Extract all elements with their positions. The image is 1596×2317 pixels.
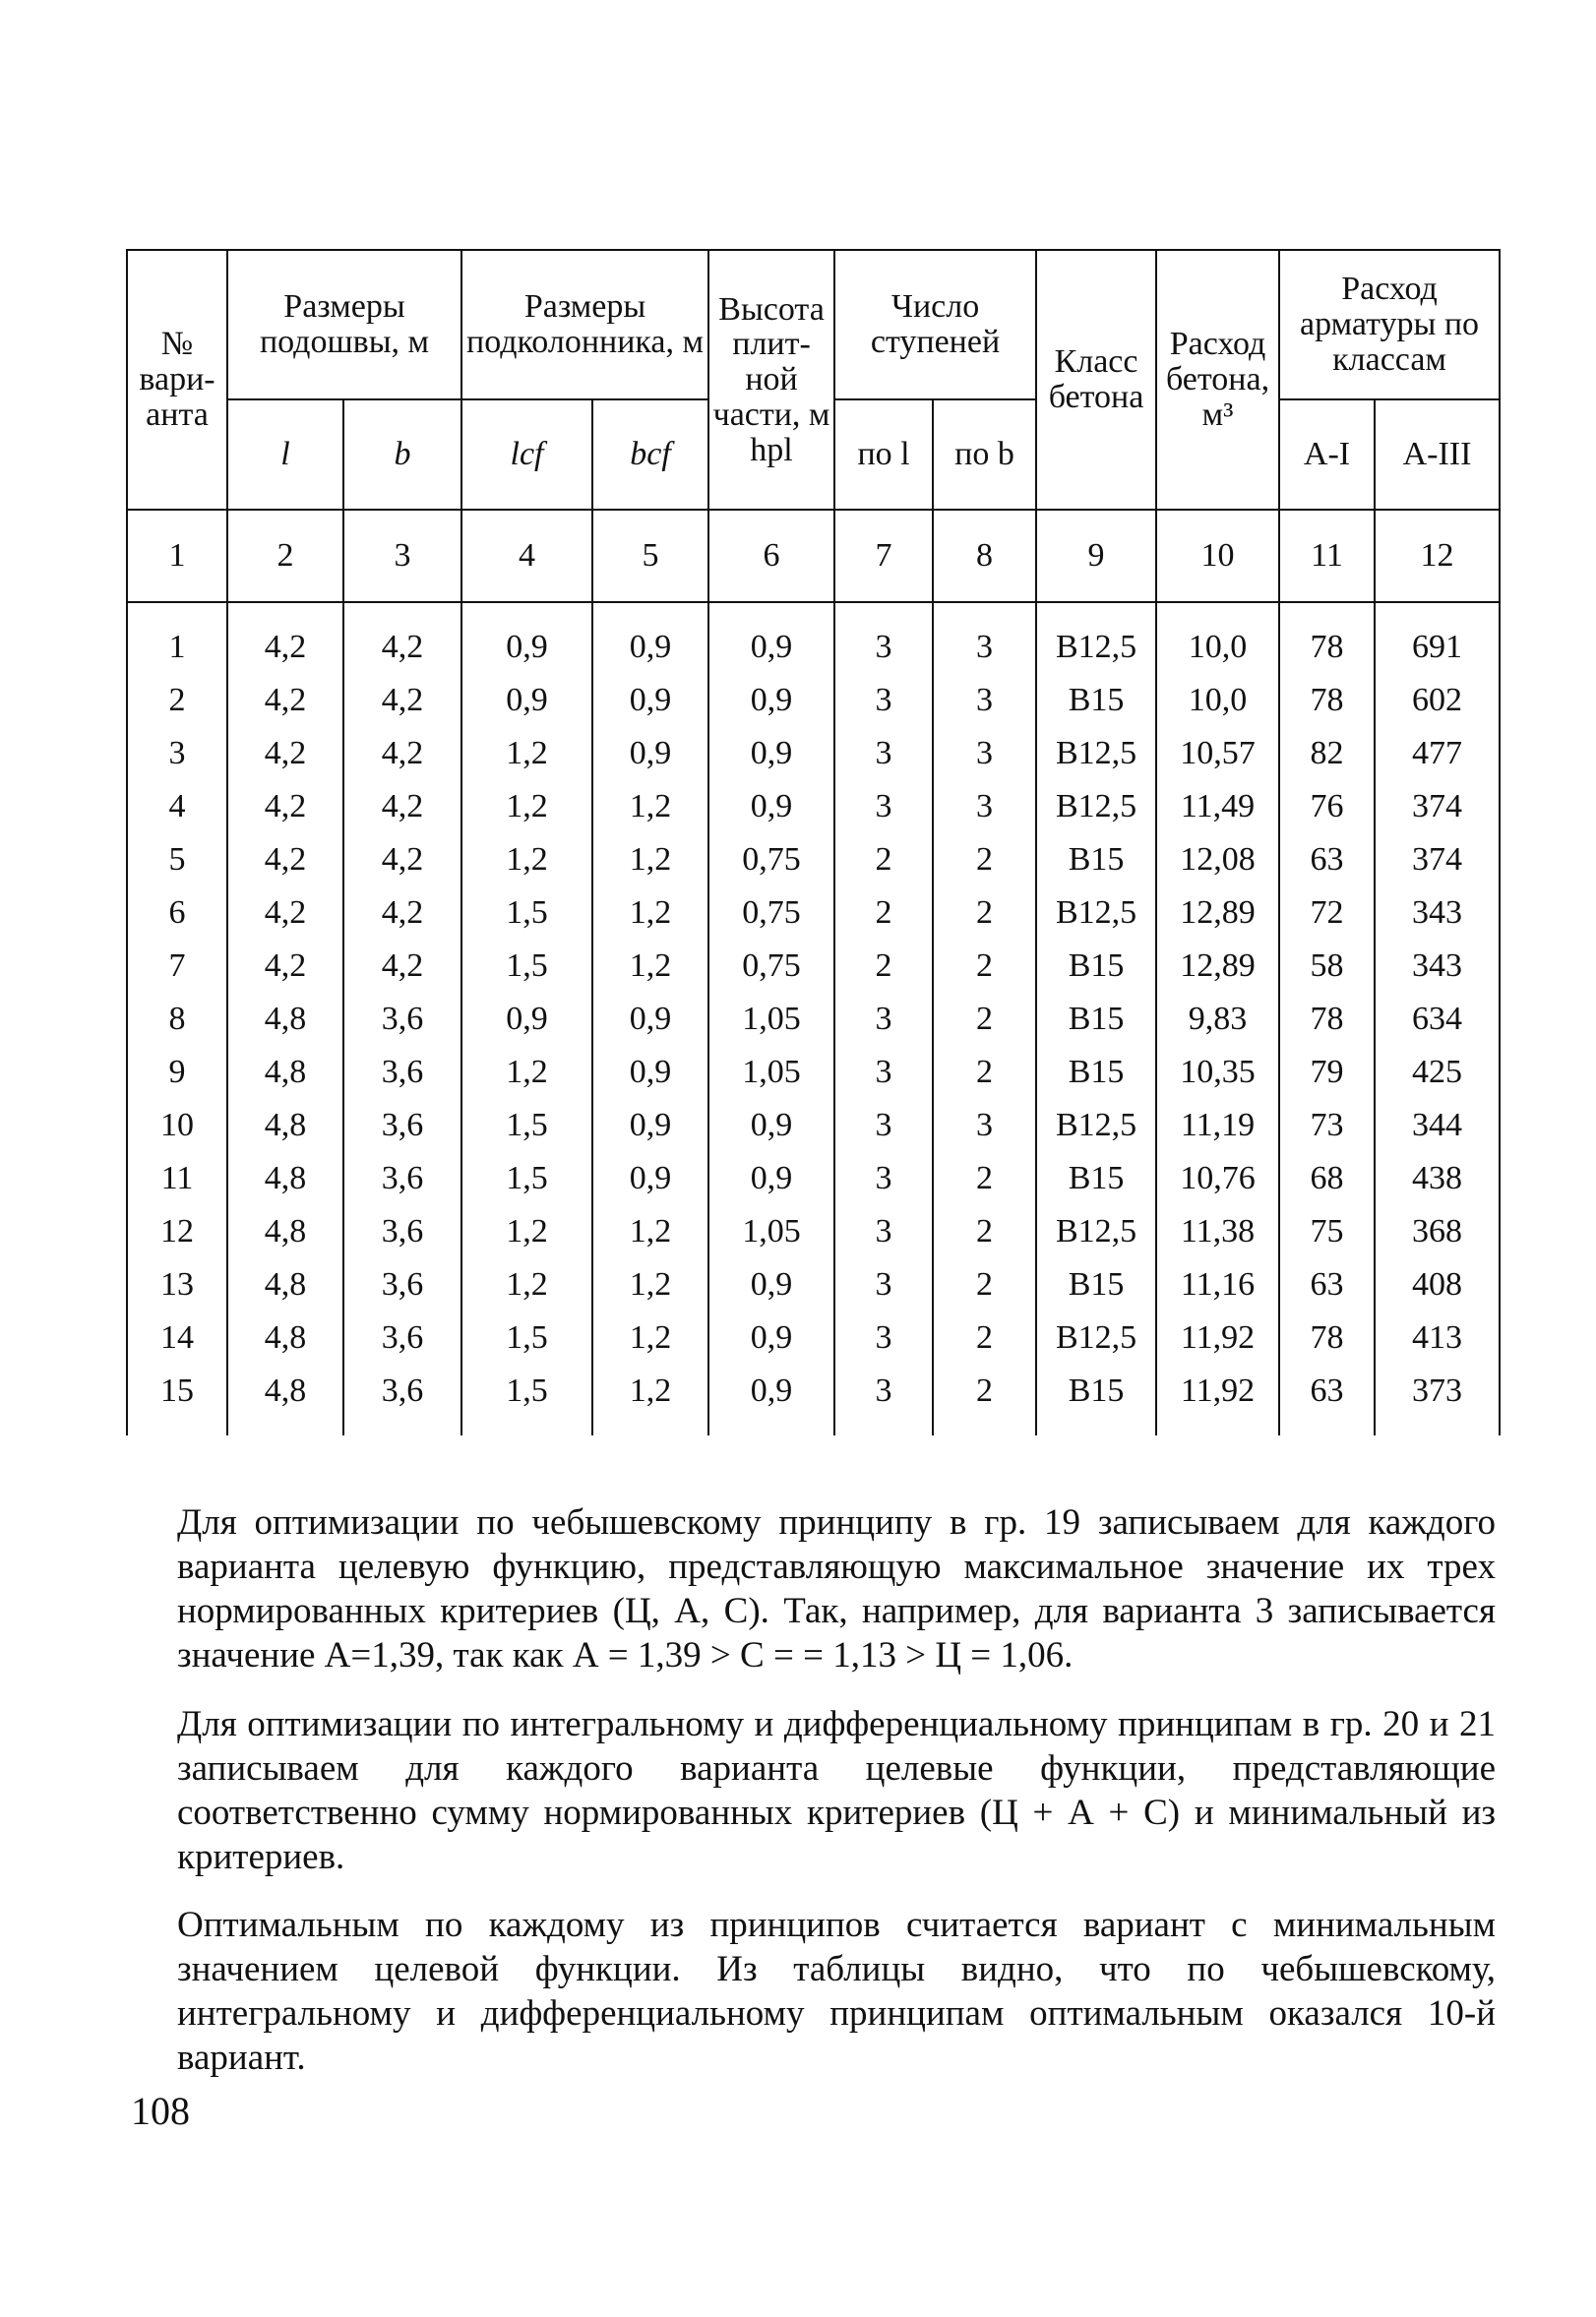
table-cell: 0,9	[592, 1099, 708, 1152]
table-cell: 4,2	[343, 674, 461, 727]
table-cell: 4,8	[227, 1258, 343, 1311]
header-pedestal-l: lcf	[461, 399, 592, 510]
table-cell: 78	[1279, 602, 1375, 674]
table-cell: 1,2	[592, 1205, 708, 1258]
table-cell: 0,9	[461, 674, 592, 727]
table-cell: 2	[834, 886, 933, 940]
table-cell: 634	[1375, 993, 1500, 1046]
table-cell: 1,5	[461, 940, 592, 993]
table-cell: 1,2	[592, 940, 708, 993]
table-cell: 3	[127, 727, 227, 780]
table-cell: 0,75	[708, 940, 834, 993]
table-cell: 4,2	[227, 727, 343, 780]
table-cell: 78	[1279, 674, 1375, 727]
table-cell: 1,05	[708, 993, 834, 1046]
table-cell: 4,8	[227, 1205, 343, 1258]
table-row	[127, 602, 1500, 674]
table-cell: 438	[1375, 1152, 1500, 1205]
table-cell: 0,9	[592, 1046, 708, 1099]
header-steps-b: по b	[933, 399, 1036, 510]
table-cell: 2	[933, 1365, 1036, 1435]
table-cell: 1,2	[592, 886, 708, 940]
table-cell: В12,5	[1036, 1311, 1156, 1365]
table-cell: 3	[834, 1258, 933, 1311]
table-cell: 1,5	[461, 1099, 592, 1152]
table-cell: 1,2	[461, 727, 592, 780]
table-cell: 8	[127, 993, 227, 1046]
table-cell: 344	[1375, 1099, 1500, 1152]
table-cell: 14	[127, 1311, 227, 1365]
table-cell: 2	[834, 833, 933, 886]
table-cell: В12,5	[1036, 602, 1156, 674]
table-cell: 3	[933, 674, 1036, 727]
table-cell: 0,9	[708, 674, 834, 727]
table-cell: В15	[1036, 940, 1156, 993]
table-cell: 73	[1279, 1099, 1375, 1152]
table-cell: 5	[127, 833, 227, 886]
column-number: 4	[461, 510, 592, 602]
column-number: 6	[708, 510, 834, 602]
table-cell: 2	[933, 1258, 1036, 1311]
table-row	[127, 940, 1500, 993]
table-cell: 374	[1375, 833, 1500, 886]
table-cell: 4,2	[343, 940, 461, 993]
column-number: 9	[1036, 510, 1156, 602]
table-cell: 1,2	[592, 1258, 708, 1311]
table-cell: 63	[1279, 1258, 1375, 1311]
table-cell: 4,2	[227, 602, 343, 674]
table-cell: 3	[933, 602, 1036, 674]
table-cell: 68	[1279, 1152, 1375, 1205]
table-cell: 10,0	[1156, 674, 1279, 727]
table-row	[127, 886, 1500, 940]
table-cell: 373	[1375, 1365, 1500, 1435]
table-cell: 4,2	[227, 674, 343, 727]
table-cell: 13	[127, 1258, 227, 1311]
header-steps-l: по l	[834, 399, 933, 510]
table-cell: 1,2	[592, 780, 708, 833]
table-cell: 3,6	[343, 1365, 461, 1435]
table-row	[127, 1152, 1500, 1205]
table-cell: 78	[1279, 993, 1375, 1046]
table-cell: 3	[834, 780, 933, 833]
table-row	[127, 1046, 1500, 1099]
table-cell: 11,92	[1156, 1311, 1279, 1365]
table-cell: 1,2	[461, 1205, 592, 1258]
header-steps: Число ступеней	[834, 250, 1036, 399]
table-cell: 0,9	[708, 602, 834, 674]
table-cell: 4,2	[227, 780, 343, 833]
table-cell: В15	[1036, 1258, 1156, 1311]
table-cell: 4	[127, 780, 227, 833]
header-concrete-class: Класс бетона	[1036, 250, 1156, 510]
table-cell: 3	[834, 1311, 933, 1365]
table-cell: 1,2	[461, 780, 592, 833]
table-cell: В12,5	[1036, 727, 1156, 780]
table-cell: 4,2	[227, 833, 343, 886]
table-cell: 3,6	[343, 993, 461, 1046]
table-cell: 2	[127, 674, 227, 727]
header-pedestal-b: bcf	[592, 399, 708, 510]
table-cell: 374	[1375, 780, 1500, 833]
table-cell: 477	[1375, 727, 1500, 780]
table-cell: 4,8	[227, 1311, 343, 1365]
table-cell: 10,0	[1156, 602, 1279, 674]
body-text	[177, 1500, 1496, 2104]
table-cell: 368	[1375, 1205, 1500, 1258]
table-cell: 1,2	[592, 1365, 708, 1435]
table-cell: 6	[127, 886, 227, 940]
table-cell: 1,05	[708, 1205, 834, 1258]
table-cell: 1,2	[461, 1258, 592, 1311]
table-cell: 1,5	[461, 1311, 592, 1365]
table-cell: 0,75	[708, 833, 834, 886]
table-cell: В15	[1036, 833, 1156, 886]
table-cell: 9,83	[1156, 993, 1279, 1046]
header-concrete-use: Расход бетона, м³	[1156, 250, 1279, 510]
table-cell: 11	[127, 1152, 227, 1205]
header-sole: Размеры подошвы, м	[227, 250, 461, 399]
table-cell: В12,5	[1036, 886, 1156, 940]
table-cell: 1,5	[461, 1152, 592, 1205]
table-cell: 3	[834, 674, 933, 727]
table-cell: 3	[834, 602, 933, 674]
table-cell: 10	[127, 1099, 227, 1152]
table-cell: 78	[1279, 1311, 1375, 1365]
table-cell: 63	[1279, 833, 1375, 886]
table-cell: 76	[1279, 780, 1375, 833]
column-number: 3	[343, 510, 461, 602]
table-cell: 0,9	[592, 727, 708, 780]
table-cell: 82	[1279, 727, 1375, 780]
table-row	[127, 1258, 1500, 1311]
table-cell: 0,9	[708, 1311, 834, 1365]
table-cell: 0,9	[708, 1365, 834, 1435]
column-number: 2	[227, 510, 343, 602]
table-cell: В12,5	[1036, 1205, 1156, 1258]
table-cell: 0,9	[592, 1152, 708, 1205]
table-cell: 343	[1375, 886, 1500, 940]
table-cell: 11,92	[1156, 1365, 1279, 1435]
table-cell: 0,9	[708, 1099, 834, 1152]
table-cell: 11,38	[1156, 1205, 1279, 1258]
table-cell: 3,6	[343, 1099, 461, 1152]
table-cell: 4,2	[343, 780, 461, 833]
table-cell: 3	[834, 993, 933, 1046]
page-number: 108	[131, 2089, 190, 2133]
table-cell: 425	[1375, 1046, 1500, 1099]
table-body	[127, 602, 1500, 1435]
variants-table	[126, 249, 1501, 1435]
table-cell: 1,5	[461, 1365, 592, 1435]
table-cell: 4,8	[227, 993, 343, 1046]
table-cell: В15	[1036, 674, 1156, 727]
table-row	[127, 1365, 1500, 1435]
table-row	[127, 674, 1500, 727]
table-cell: 1,05	[708, 1046, 834, 1099]
column-number: 12	[1375, 510, 1500, 602]
table-cell: 2	[933, 1205, 1036, 1258]
table-cell: 4,8	[227, 1046, 343, 1099]
column-number: 7	[834, 510, 933, 602]
table-cell: 2	[933, 993, 1036, 1046]
table-cell: 2	[933, 940, 1036, 993]
table-cell: 12	[127, 1205, 227, 1258]
table-cell: 2	[933, 1152, 1036, 1205]
table-cell: 1,2	[592, 833, 708, 886]
column-number: 5	[592, 510, 708, 602]
table-row	[127, 1099, 1500, 1152]
table-row	[127, 833, 1500, 886]
column-number: 11	[1279, 510, 1375, 602]
table-cell: 408	[1375, 1258, 1500, 1311]
header-rebar-a1: А-I	[1279, 399, 1375, 510]
table-cell: 413	[1375, 1311, 1500, 1365]
table-row	[127, 780, 1500, 833]
table-cell: 1,2	[592, 1311, 708, 1365]
table-cell: 343	[1375, 940, 1500, 993]
table-cell: 9	[127, 1046, 227, 1099]
column-number-row	[127, 510, 1500, 602]
table-cell: 0,9	[592, 602, 708, 674]
table-cell: 0,9	[708, 1258, 834, 1311]
table-cell: 3,6	[343, 1046, 461, 1099]
table-cell: 4,2	[343, 727, 461, 780]
table-cell: В12,5	[1036, 1099, 1156, 1152]
table-cell: 79	[1279, 1046, 1375, 1099]
table-cell: 1	[127, 602, 227, 674]
column-number: 1	[127, 510, 227, 602]
table-cell: 0,9	[708, 780, 834, 833]
table-cell: В15	[1036, 993, 1156, 1046]
table-cell: 58	[1279, 940, 1375, 993]
table-cell: 3,6	[343, 1152, 461, 1205]
table-cell: 4,2	[343, 886, 461, 940]
paragraph: Для оптимизации по интегральному и дифференциальному принципам в гр. 20 и 21 записываем для каждого варианта целевые функции, представляющие соответственно сумму нормированных критериев (Ц + А + С) и минимальный из критериев.	[177, 1703, 1496, 1877]
table-cell: 0,9	[592, 993, 708, 1046]
table-cell: 10,35	[1156, 1046, 1279, 1099]
table-cell: 0,9	[461, 993, 592, 1046]
table-cell: 4,8	[227, 1152, 343, 1205]
table-cell: 0,9	[708, 1152, 834, 1205]
column-number: 8	[933, 510, 1036, 602]
table-cell: 1,5	[461, 886, 592, 940]
table-cell: 12,89	[1156, 886, 1279, 940]
table-cell: 3	[933, 780, 1036, 833]
table-cell: В12,5	[1036, 780, 1156, 833]
table-cell: 12,89	[1156, 940, 1279, 993]
table-cell: 691	[1375, 602, 1500, 674]
table-cell: 3	[834, 727, 933, 780]
table-cell: 11,49	[1156, 780, 1279, 833]
paragraph: Для оптимизации по чебышевскому принципу в гр. 19 записываем для каждого варианта целевую функцию, представляющую максимальное значение их трех нормированных критериев (Ц, А, С). Так, например, для варианта 3 записывается значение А=1,39, так как А = 1,39 > С = = 1,13 > Ц = 1,06.	[177, 1502, 1496, 1677]
table-cell: 1,2	[461, 833, 592, 886]
table-cell: 0,9	[592, 674, 708, 727]
header-rebar-a3: А-III	[1375, 399, 1500, 510]
table-cell: 3	[834, 1046, 933, 1099]
table-cell: 3,6	[343, 1311, 461, 1365]
table-cell: 63	[1279, 1365, 1375, 1435]
table-cell: 7	[127, 940, 227, 993]
table-cell: 4,8	[227, 1099, 343, 1152]
table-cell: 10,57	[1156, 727, 1279, 780]
table-cell: 10,76	[1156, 1152, 1279, 1205]
table-row	[127, 727, 1500, 780]
table-cell: В15	[1036, 1365, 1156, 1435]
table-cell: 4,2	[343, 833, 461, 886]
table-cell: 2	[834, 940, 933, 993]
table-cell: 0,9	[708, 727, 834, 780]
table-cell: 4,2	[227, 886, 343, 940]
header-pedestal: Размеры подколонника, м	[461, 250, 708, 399]
table-cell: 11,16	[1156, 1258, 1279, 1311]
table-cell: 3	[834, 1365, 933, 1435]
header-sole-b: b	[343, 399, 461, 510]
table-cell: В15	[1036, 1152, 1156, 1205]
header-variant: № вари-анта	[127, 250, 227, 510]
table-cell: 3	[834, 1099, 933, 1152]
table-cell: 4,8	[227, 1365, 343, 1435]
table-row	[127, 1311, 1500, 1365]
table-cell: В15	[1036, 1046, 1156, 1099]
table-cell: 3	[834, 1205, 933, 1258]
table-cell: 0,9	[461, 602, 592, 674]
table-cell: 3	[933, 727, 1036, 780]
header-height: Высота плит-ной части, м hpl	[708, 250, 834, 510]
table-cell: 72	[1279, 886, 1375, 940]
table-cell: 15	[127, 1365, 227, 1435]
table-cell: 3,6	[343, 1258, 461, 1311]
paragraph: Оптимальным по каждому из принципов считается вариант с минимальным значением целевой функции. Из таблицы видно, что по чебышевскому, интегральному и дифференциальному принципам оптимальным оказался 10-й вариант.	[177, 1905, 1496, 2079]
table-row	[127, 993, 1500, 1046]
column-number: 10	[1156, 510, 1279, 602]
table-cell: 0,75	[708, 886, 834, 940]
header-sole-l: l	[227, 399, 343, 510]
table-cell: 3	[933, 1099, 1036, 1152]
table-cell: 4,2	[227, 940, 343, 993]
header-rebar: Расход арматуры по классам	[1279, 250, 1500, 399]
table-row	[127, 1205, 1500, 1258]
table-cell: 2	[933, 1311, 1036, 1365]
table-cell: 2	[933, 886, 1036, 940]
table-cell: 602	[1375, 674, 1500, 727]
table-cell: 1,2	[461, 1046, 592, 1099]
table-cell: 11,19	[1156, 1099, 1279, 1152]
table-cell: 3	[834, 1152, 933, 1205]
table-cell: 2	[933, 833, 1036, 886]
table-cell: 2	[933, 1046, 1036, 1099]
table-cell: 12,08	[1156, 833, 1279, 886]
table-cell: 75	[1279, 1205, 1375, 1258]
table-cell: 3,6	[343, 1205, 461, 1258]
table-cell: 4,2	[343, 602, 461, 674]
data-table-container	[126, 249, 1499, 1435]
